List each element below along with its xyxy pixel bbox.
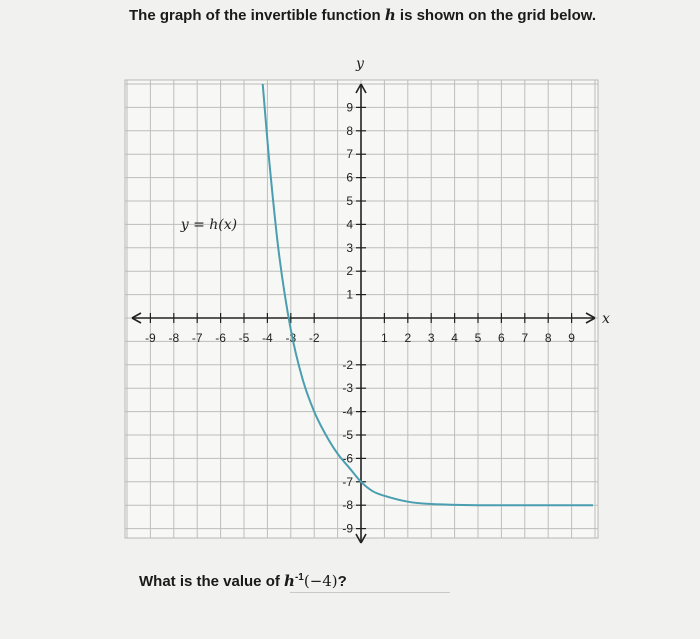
y-tick-label: 5 [346, 194, 353, 208]
question-text-after: ? [337, 573, 347, 590]
x-axis-label: x [602, 311, 610, 327]
y-axis-label: y [356, 56, 364, 72]
answer-line [290, 592, 450, 593]
x-tick-label: 4 [451, 331, 458, 345]
y-tick-label: 1 [346, 287, 353, 302]
y-tick-label: 2 [346, 264, 353, 279]
x-tick-label: -6 [215, 331, 226, 345]
y-tick-label: 7 [346, 147, 353, 162]
y-tick-label: -5 [342, 428, 353, 442]
prompt-text-after: is shown on the grid below. [395, 7, 597, 24]
curve-annotation: y = h(x) [180, 217, 238, 234]
y-tick-label: -6 [342, 451, 353, 466]
y-tick-label: 6 [346, 170, 353, 185]
question-inverse-exponent: -1 [294, 572, 304, 583]
x-tick-label: -5 [238, 331, 250, 345]
x-tick-label: -8 [168, 331, 180, 345]
question-function-name: h [284, 572, 295, 590]
y-tick-label: -3 [342, 381, 353, 396]
x-tick-label: 9 [568, 331, 575, 345]
x-tick-label: 3 [427, 331, 435, 345]
x-tick-label: 2 [404, 331, 412, 345]
prompt-function-name: h [384, 6, 396, 24]
prompt-text-before: The graph of the invertible function [129, 7, 385, 24]
y-tick-label: -7 [342, 474, 353, 489]
y-tick-label: -2 [342, 357, 353, 372]
y-tick-label: 8 [346, 123, 353, 138]
question-text-before: What is the value of [139, 573, 285, 590]
x-tick-label: 7 [521, 331, 529, 345]
y-tick-label: -8 [342, 498, 353, 513]
x-tick-label: 8 [544, 331, 552, 345]
x-tick-label: 6 [498, 331, 505, 345]
y-tick-label: 4 [346, 217, 353, 232]
y-tick-label: 3 [346, 240, 353, 255]
x-tick-label: 5 [474, 331, 482, 345]
x-tick-label: -3 [285, 331, 297, 345]
y-tick-label: 9 [346, 100, 353, 115]
question-argument: (−4) [303, 572, 338, 590]
question-text [139, 572, 347, 590]
x-tick-label: -9 [145, 331, 156, 345]
x-tick-label: -4 [262, 331, 273, 345]
x-tick-label: 1 [381, 331, 388, 345]
y-tick-label: -9 [342, 521, 353, 536]
x-tick-label: -7 [191, 331, 203, 345]
y-tick-label: -4 [342, 404, 353, 419]
x-tick-label: -2 [308, 331, 320, 345]
